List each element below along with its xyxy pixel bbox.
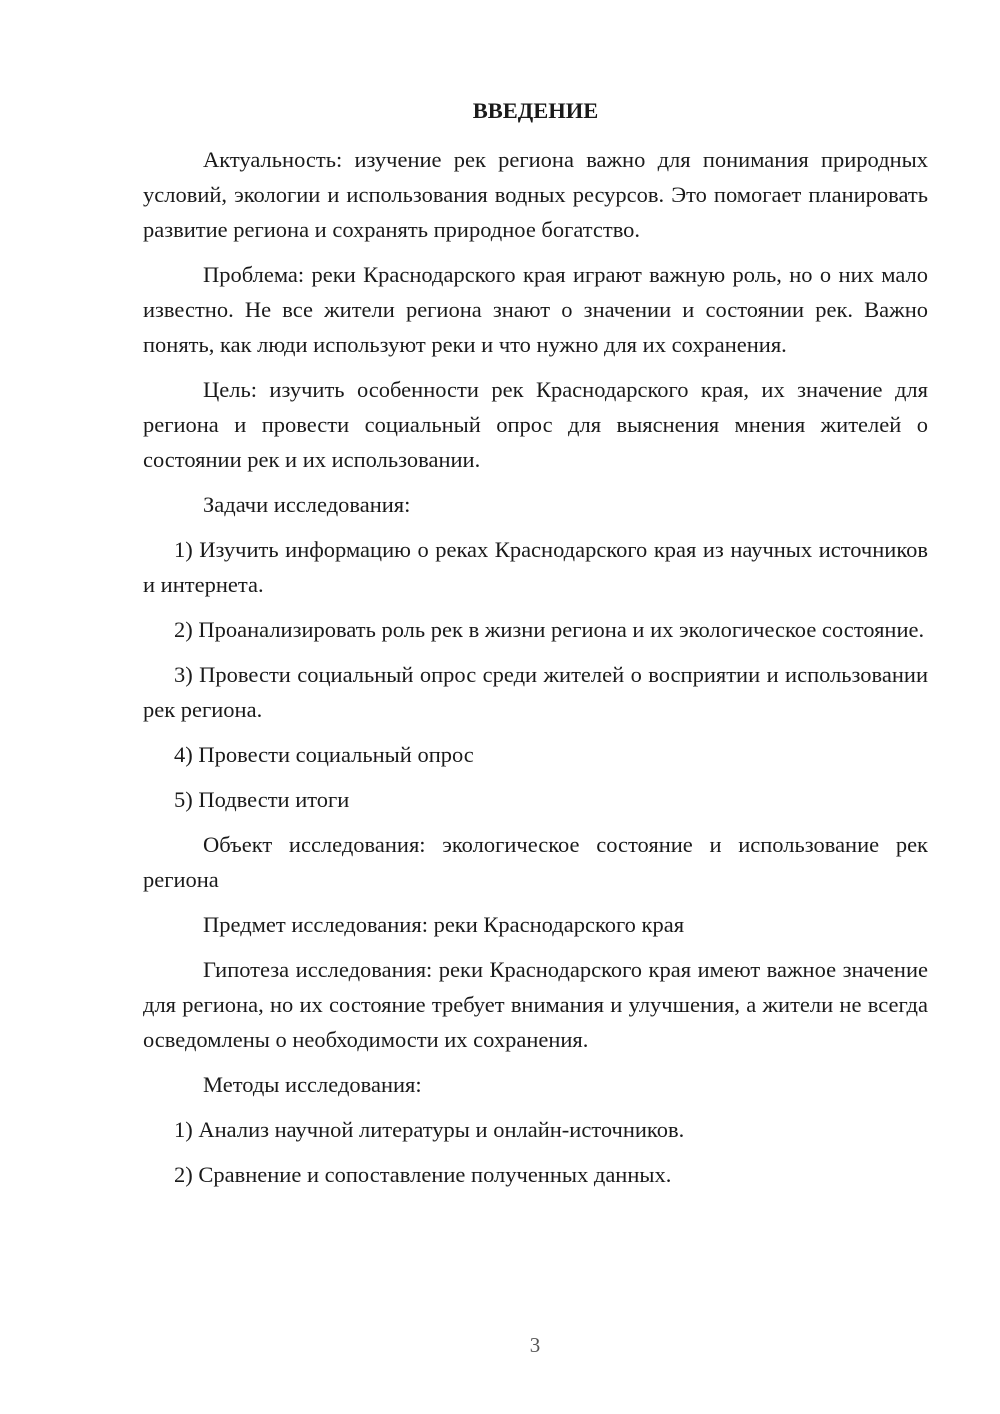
object-paragraph: Объект исследования: экологическое состояние и использование рек региона <box>143 832 928 892</box>
method-item-2: 2) Сравнение и сопоставление полученных данных. <box>174 1162 672 1187</box>
tasks-heading: Задачи исследования: <box>203 492 411 517</box>
page-number: 3 <box>529 1333 541 1357</box>
task-item-2: 2) Проанализировать роль рек в жизни региона и их экологическое состояние. <box>174 617 925 642</box>
task-item-4: 4) Провести социальный опрос <box>174 742 474 767</box>
document-body <box>143 92 928 1202</box>
relevance-paragraph: Актуальность: изучение рек региона важно для понимания природных условий, экологии и использования водных ресурсов. Это помогает планировать развитие региона и сохранять природное богатство. <box>143 147 928 242</box>
goal-paragraph: Цель: изучить особенности рек Краснодарского края, их значение для региона и провести социальный опрос для выяснения мнения жителей о состоянии рек и их использовании. <box>143 377 928 472</box>
subject-paragraph: Предмет исследования: реки Краснодарского края <box>203 912 685 937</box>
hypothesis-paragraph: Гипотеза исследования: реки Краснодарского края имеют важное значение для региона, но их состояние требует внимания и улучшения, а жители не всегда осведомлены о необходимости их сохранения. <box>143 957 928 1052</box>
section-heading: ВВЕДЕНИЕ <box>472 98 599 123</box>
task-item-3: 3) Провести социальный опрос среди жителей о восприятии и использовании рек региона. <box>143 662 928 722</box>
problem-paragraph: Проблема: реки Краснодарского края играют важную роль, но о них мало известно. Не все жители региона знают о значении и состоянии рек. Важно понять, как люди используют реки и что нужно для их сохранения. <box>143 262 928 357</box>
task-item-1: 1) Изучить информацию о реках Краснодарского края из научных источников и интернета. <box>143 537 928 597</box>
task-item-5: 5) Подвести итоги <box>174 787 350 812</box>
methods-heading: Методы исследования: <box>203 1072 422 1097</box>
method-item-1: 1) Анализ научной литературы и онлайн-источников. <box>174 1117 685 1142</box>
